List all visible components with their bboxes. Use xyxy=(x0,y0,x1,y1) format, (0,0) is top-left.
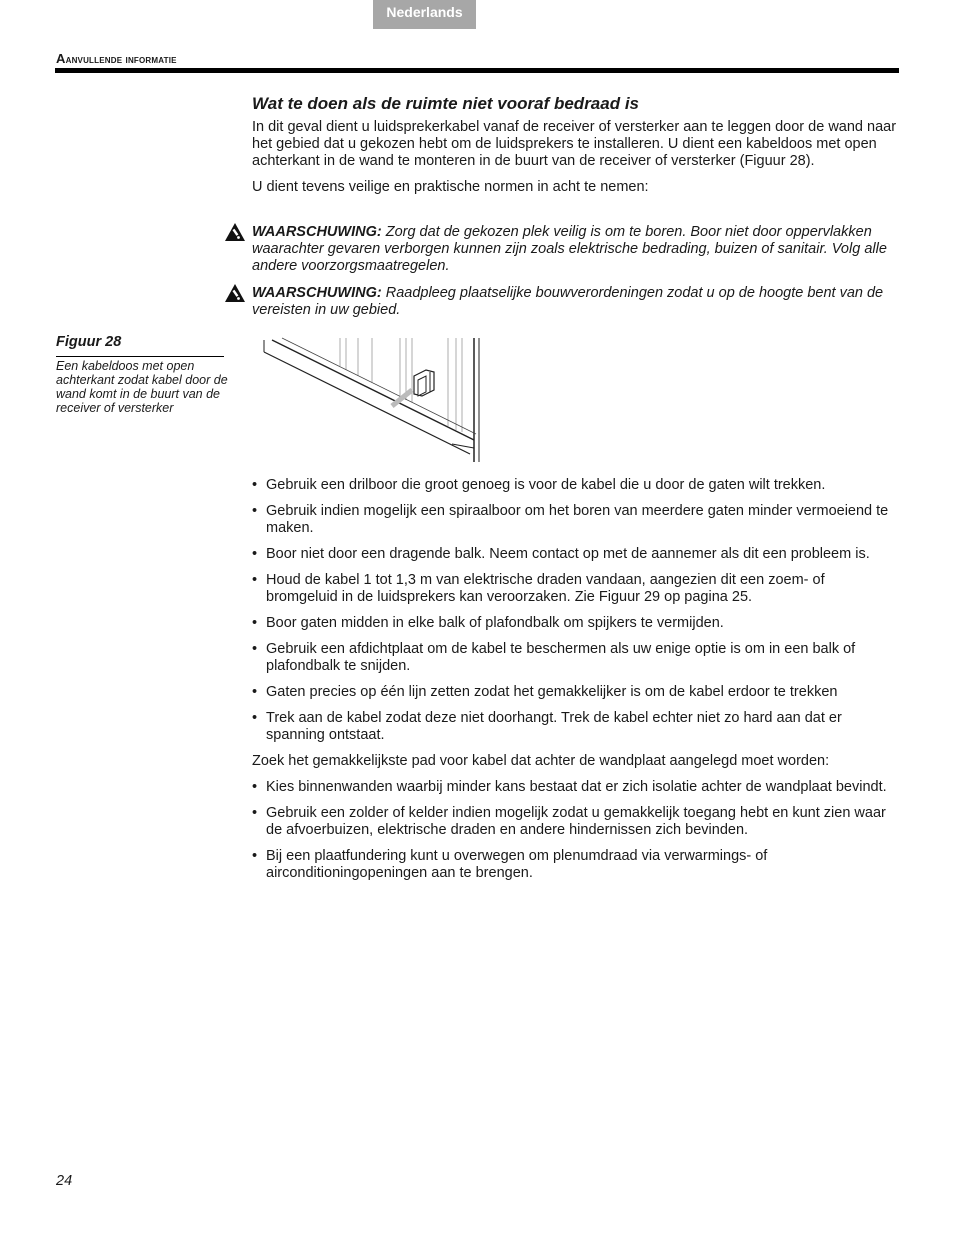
warning-triangle-icon xyxy=(224,283,246,303)
warning-text: Raadpleeg plaatselijke bouwverordeningen zodat u op de hoogte bent van de vereisten in uw gebied. xyxy=(252,285,884,318)
section-heading: Wat te doen als de ruimte niet vooraf bedraad is xyxy=(252,94,639,113)
list-item: • Gaten precies op één lijn zetten zodat het gemakkelijker is om de kabel erdoor te trekken xyxy=(252,684,898,701)
intro-text xyxy=(252,119,898,196)
list-item: • Gebruik indien mogelijk een spiraalboor om het boren van meerdere gaten minder vermoeiend te maken. xyxy=(252,503,898,537)
list-item: • Gebruik een afdichtplaat om de kabel te beschermen als uw enige optie is om in een balk of plafondbalk te snijden. xyxy=(252,641,898,675)
list-item: • Trek aan de kabel zodat deze niet doorhangt. Trek de kabel echter niet zo hard aan dat er spanning ontstaat. xyxy=(252,710,898,744)
language-tab: Nederlands xyxy=(373,0,476,29)
warning-label: WAARSCHUWING: xyxy=(252,285,382,301)
list-item: • Bij een plaatfundering kunt u overwegen om plenumdraad via verwarmings- of airconditioningopeningen aan te brengen. xyxy=(252,848,898,882)
figure-label: Figuur 28 xyxy=(56,334,122,350)
list-item: • Kies binnenwanden waarbij minder kans bestaat dat er zich isolatie achter de wandplaat bevindt. xyxy=(252,779,898,796)
section-label-rest: anvullende informatie xyxy=(65,54,177,66)
content-lists xyxy=(252,477,898,891)
warning-triangle-icon xyxy=(224,222,246,242)
warning-text: Zorg dat de gekozen plek veilig is om te boren. Boor niet door oppervlakken waarachter gevaren verborgen kunnen zijn zoals elektrische bedrading, buizen of sanitair. Volg alle andere voorzorgsmaatregelen. xyxy=(252,224,887,274)
list-item: • Boor gaten midden in elke balk of plafondbalk om spijkers te vermijden. xyxy=(252,615,898,632)
section-label xyxy=(56,51,177,66)
warning-2 xyxy=(252,285,898,319)
drilling-tips-list xyxy=(252,477,898,744)
intro-paragraph: U dient tevens veilige en praktische normen in acht te nemen: xyxy=(252,179,649,195)
figure-28-illustration xyxy=(262,336,486,464)
cable-path-list xyxy=(252,779,898,882)
page-number: 24 xyxy=(56,1173,73,1189)
intro-paragraph: In dit geval dient u luidsprekerkabel vanaf de receiver of versterker aan te leggen door de wand naar het gebied dat u gekozen hebt om de luidsprekers te installeren. U dient een kabeldoos met open achterkant in de wand te monteren in de buurt van de receiver of versterker (Figuur 28). xyxy=(252,119,897,169)
section-label-initial: A xyxy=(56,51,66,66)
cable-path-paragraph: Zoek het gemakkelijkste pad voor kabel dat achter de wandplaat aangelegd moet worden: xyxy=(252,753,830,769)
figure-label-rule xyxy=(56,356,224,357)
list-item: • Gebruik een zolder of kelder indien mogelijk zodat u gemakkelijk toegang hebt en kunt zien waar de afvoerbuizen, elektrische draden en andere hindernissen zich bevinden. xyxy=(252,805,898,839)
list-item: • Boor niet door een dragende balk. Neem contact op met de aannemer als dit een probleem is. xyxy=(252,546,898,563)
figure-caption: Een kabeldoos met open achterkant zodat kabel door de wand komt in de buurt van de receiver of versterker xyxy=(56,359,228,415)
list-item: • Gebruik een drilboor die groot genoeg is voor de kabel die u door de gaten wilt trekken. xyxy=(252,477,898,494)
list-item: • Houd de kabel 1 tot 1,3 m van elektrische draden vandaan, aangezien dit een zoem- of bromgeluid in de luidsprekers kan veroorzaken. Zie Figuur 29 op pagina 25. xyxy=(252,572,898,606)
header-rule xyxy=(55,68,899,73)
warning-label: WAARSCHUWING: xyxy=(252,224,382,240)
warning-1 xyxy=(252,224,898,275)
